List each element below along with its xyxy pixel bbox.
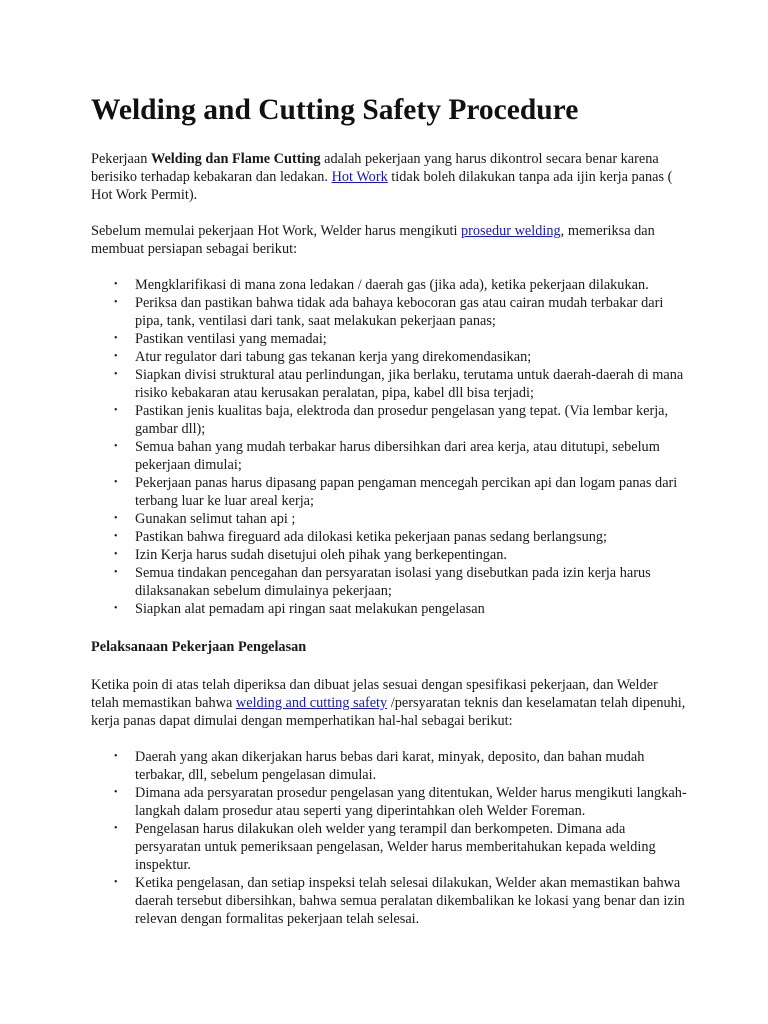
page-title: Welding and Cutting Safety Procedure: [91, 94, 579, 126]
list-item: [114, 820, 688, 874]
list-item: [114, 348, 688, 366]
list-item: [114, 600, 688, 618]
bullet-icon: •: [114, 279, 118, 290]
list-item: [114, 546, 688, 564]
list-item-text: Dimana ada persyaratan prosedur pengelasan yang ditentukan, Welder harus mengikuti langkah-langkah dalam prosedur atau seperti yang diperintahkan oleh Welder Foreman.: [135, 785, 687, 819]
list-item-text: Semua bahan yang mudah terbakar harus dibersihkan dari area kerja, atau ditutupi, sebelum pekerjaan dimulai;: [135, 439, 660, 473]
bullet-icon: •: [114, 877, 118, 888]
exec-text: Ketika poin di atas telah diperiksa dan dibuat jelas sesuai dengan spesifikasi pekerjaan, dan Welder telah memastikan bahwa: [91, 677, 658, 711]
exec-text: /persyaratan teknis dan keselamatan telah dipenuhi, kerja panas dapat dimulai dengan memperhatikan hal-hal sebagai berikut:: [91, 695, 686, 729]
bullet-icon: •: [114, 751, 118, 762]
list-item: [114, 402, 688, 438]
list-item-text: Periksa dan pastikan bahwa tidak ada bahaya kebocoran gas atau cairan mudah terbakar dari pipa, tank, ventilasi dari tank, saat melakukan pekerjaan panas;: [135, 295, 664, 329]
list-item-text: Gunakan selimut tahan api ;: [135, 511, 296, 527]
preparation-list: [91, 276, 688, 618]
intro-paragraph: [91, 150, 688, 204]
execution-paragraph: [91, 676, 688, 730]
list-item-text: Siapkan alat pemadam api ringan saat melakukan pengelasan: [135, 601, 485, 617]
welding-procedure-link[interactable]: prosedur welding: [461, 223, 561, 239]
list-item: [114, 784, 688, 820]
list-item-text: Pekerjaan panas harus dipasang papan pengaman mencegah percikan api dan logam panas dari terbang luar ke luar areal kerja;: [135, 475, 678, 509]
list-item: [114, 330, 688, 348]
execution-list: [91, 748, 688, 928]
list-item-text: Pengelasan harus dilakukan oleh welder yang terampil dan berkompeten. Dimana ada persyaratan untuk pemeriksaan pengelasan, Welder harus memberitahukan kepada welding inspektur.: [135, 821, 656, 873]
list-item-text: Ketika pengelasan, dan setiap inspeksi telah selesai dilakukan, Welder akan memastikan bahwa daerah tersebut dibersihkan, bahwa semua peralatan dikembalikan ke lokasi yang benar dan izin relevan dengan formalitas pekerjaan telah selesai.: [135, 875, 685, 927]
bullet-icon: •: [114, 405, 118, 416]
hot-work-link[interactable]: Hot Work: [331, 169, 388, 185]
bullet-icon: •: [114, 297, 118, 308]
bullet-icon: •: [114, 549, 118, 560]
list-item: [114, 276, 688, 294]
welding-cutting-safety-link[interactable]: welding and cutting safety: [235, 695, 388, 711]
list-item-text: Pastikan bahwa fireguard ada dilokasi ketika pekerjaan panas sedang berlangsung;: [135, 529, 608, 545]
list-item-text: Atur regulator dari tabung gas tekanan kerja yang direkomendasikan;: [135, 349, 532, 365]
list-item: [114, 874, 688, 928]
bullet-icon: •: [114, 369, 118, 380]
bullet-icon: •: [114, 531, 118, 542]
bullet-icon: •: [114, 477, 118, 488]
section-heading: Pelaksanaan Pekerjaan Pengelasan: [91, 639, 307, 655]
list-item: [114, 366, 688, 402]
prep-text: , memeriksa dan membuat persiapan sebagai berikut:: [91, 223, 655, 257]
intro-text: adalah pekerjaan yang harus dikontrol secara benar karena berisiko terhadap kebakaran dan ledakan.: [91, 151, 659, 185]
list-item: [114, 438, 688, 474]
preparation-paragraph: [91, 222, 688, 258]
intro-text: tidak boleh dilakukan tanpa ada ijin kerja panas ( Hot Work Permit).: [91, 169, 673, 203]
list-item-text: Semua tindakan pencegahan dan persyaratan isolasi yang disebutkan pada izin kerja harus dilaksanakan sebelum dimulainya pekerjaan;: [135, 565, 651, 599]
list-item-text: Siapkan divisi struktural atau perlindungan, jika berlaku, terutama untuk daerah-daerah di mana risiko kebakaran atau kerusakan peralatan, pipa, kabel dll bisa terjadi;: [135, 367, 684, 401]
bullet-icon: •: [114, 513, 118, 524]
intro-text: Pekerjaan: [91, 151, 151, 167]
list-item-text: Mengklarifikasi di mana zona ledakan / daerah gas (jika ada), ketika pekerjaan dilakukan.: [135, 277, 649, 293]
list-item: [114, 294, 688, 330]
list-item: [114, 474, 688, 510]
bullet-icon: •: [114, 333, 118, 344]
list-item: [114, 564, 688, 600]
list-item-text: Pastikan ventilasi yang memadai;: [135, 331, 327, 347]
list-item: [114, 748, 688, 784]
bullet-icon: •: [114, 823, 118, 834]
bullet-icon: •: [114, 787, 118, 798]
list-item-text: Daerah yang akan dikerjakan harus bebas dari karat, minyak, deposito, dan bahan mudah terbakar, dll, sebelum pengelasan dimulai.: [135, 749, 645, 783]
bullet-icon: •: [114, 603, 118, 614]
list-item: [114, 528, 688, 546]
bullet-icon: •: [114, 351, 118, 362]
list-item-text: Izin Kerja harus sudah disetujui oleh pihak yang berkepentingan.: [135, 547, 508, 563]
bullet-icon: •: [114, 567, 118, 578]
prep-text: Sebelum memulai pekerjaan Hot Work, Welder harus mengikuti: [91, 223, 461, 239]
bullet-icon: •: [114, 441, 118, 452]
intro-bold-term: Welding dan Flame Cutting: [150, 151, 321, 167]
list-item-text: Pastikan jenis kualitas baja, elektroda dan prosedur pengelasan yang tepat. (Via lembar kerja, gambar dll);: [135, 403, 669, 437]
list-item: [114, 510, 688, 528]
